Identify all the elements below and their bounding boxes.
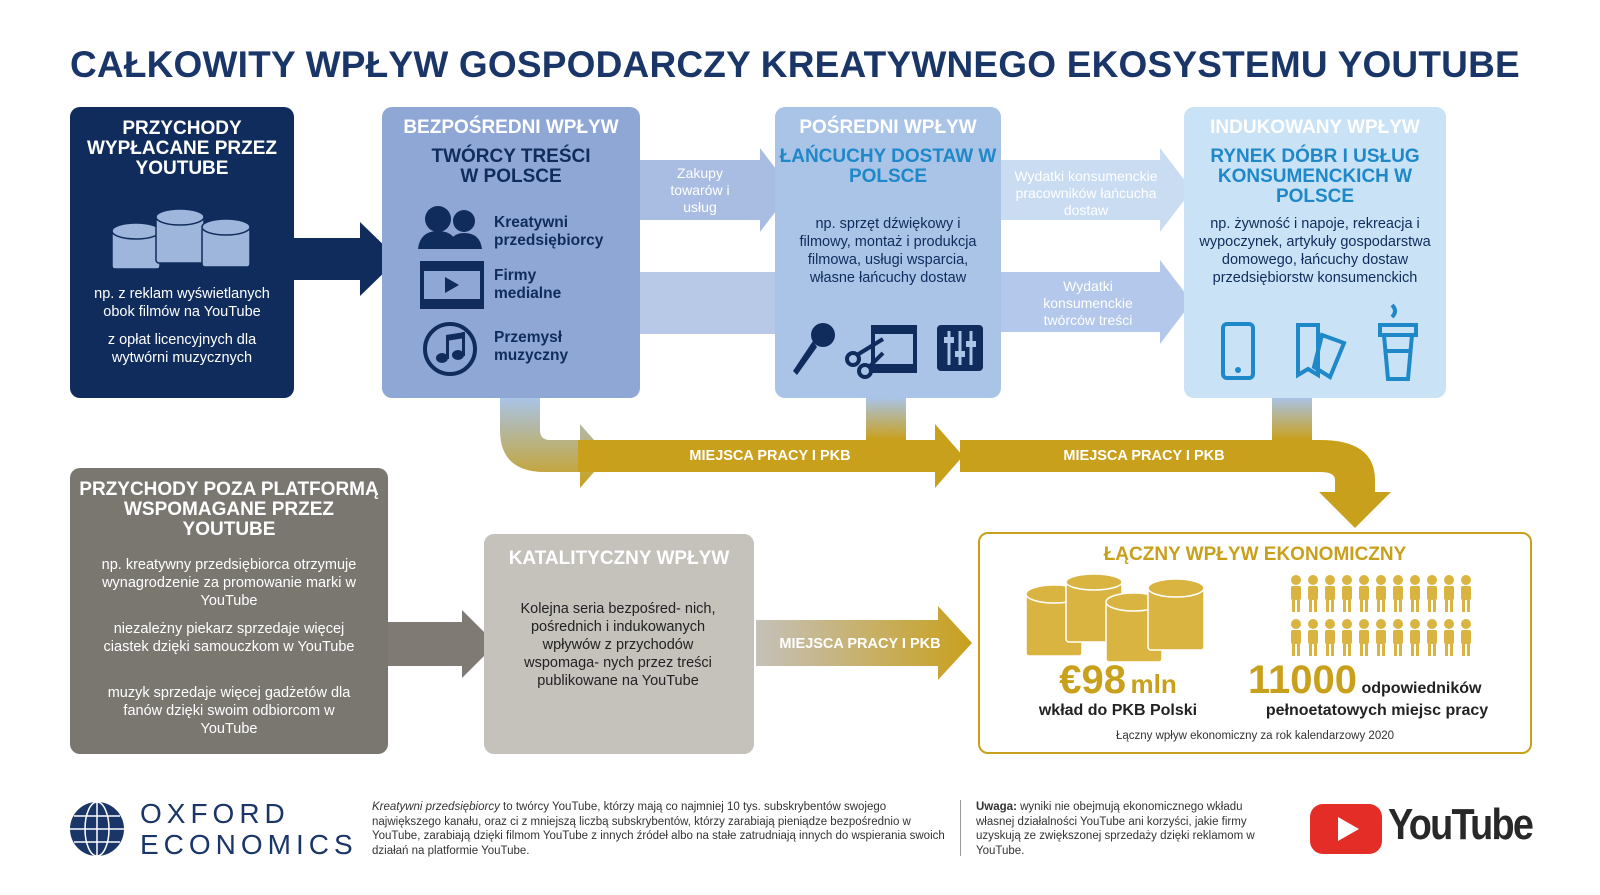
oxford-globe-icon: [68, 800, 126, 858]
youtube-play-icon: [1310, 804, 1382, 854]
payouts-box: [70, 107, 294, 398]
jobs-label-1: MIEJSCA PRACY I PKB: [689, 448, 851, 464]
offplatform-heading: PRZYCHODY POZA PLATFORMĄ WSPOMAGANE PRZEZ YOUTUBE: [79, 479, 379, 540]
footer-note: [976, 800, 1258, 858]
arrow-purchases-label: Zakupy towarów i usług: [670, 165, 730, 215]
payouts-text-2: z opłat licencyjnych dla wytwórni muzycznych: [107, 332, 257, 366]
footer-divider: [960, 800, 961, 856]
coins-icon: [108, 203, 258, 273]
footer-definition-text: to twórcy YouTube, którzy mają co najmniej 10 tys. subskrybentów swojego największego kanału, oraz ci z mniejszą liczbą subskrybentów, którzy zarabiają pieniądze bezpośrednio w YouTube, zarabiają dzięki filmom YouTube z innych źródeł albo na stałe zatrudniają innych do wspierania swoich działań na platformie YouTube.: [372, 801, 945, 857]
mixer-icon: [935, 323, 985, 373]
footer-definition-term: Kreatywni przedsiębiorcy: [372, 801, 500, 813]
oxford-brand: [140, 798, 358, 860]
jobs-value: 11000: [1248, 658, 1358, 702]
coins-icon: [1022, 574, 1210, 666]
gdp-value: €98: [1059, 658, 1127, 702]
band-direct-induced: [640, 272, 780, 334]
catalytic-box: [484, 534, 754, 754]
offplatform-text-1: np. kreatywny przedsiębiorca otrzymuje wynagrodzenie za promowanie marki w YouTube: [101, 557, 357, 609]
induced-text: np. żywność i napoje, rekreacja i wypoczynek, artykuły gospodarstwa domowego, łańcuchy dostaw przedsiębiorstw konsumenckich: [1199, 216, 1431, 286]
offplatform-text-2: niezależny piekarz sprzedaje więcej ciastek dzięki samouczkom w YouTube: [103, 621, 355, 655]
induced-box: [1184, 107, 1446, 398]
indirect-box: [775, 107, 1001, 398]
offplatform-text-3: muzyk sprzedaje więcej gadżetów dla fanów dzięki swoim odbiorcom w YouTube: [107, 685, 351, 737]
coffee-cup-icon: [1376, 303, 1420, 381]
jobs-unit: odpowiedników: [1361, 680, 1482, 697]
microphone-icon: [789, 321, 839, 381]
jobs-label-3: MIEJSCA PRACY I PKB: [779, 636, 941, 652]
oxford-brand-line2: ECONOMICS: [140, 829, 358, 860]
payouts-text-1: np. z reklam wyświetlanych obok filmów na YouTube: [94, 286, 270, 320]
arrow-worker-spending-label: Wydatki konsumenckie pracowników łańcucha dostaw: [1014, 168, 1158, 218]
jobs-value-row: [1248, 658, 1518, 703]
gdp-caption: wkład do PKB Polski: [1038, 702, 1198, 719]
indirect-heading: ŁAŃCUCHY DOSTAW W POLSCE: [779, 146, 997, 187]
footer-definition: [372, 800, 952, 858]
film-play-icon: [420, 261, 484, 309]
payouts-heading: PRZYCHODY WYPŁACANE PRZEZ YOUTUBE: [87, 118, 277, 179]
oxford-brand-line1: OXFORD: [140, 798, 290, 829]
direct-item-label-1: Firmy medialne: [494, 267, 562, 302]
direct-item-label-0: Kreatywni przedsiębiorcy: [494, 214, 604, 249]
induced-heading: RYNEK DÓBR I USŁUG KONSUMENCKICH W POLSCE: [1210, 146, 1420, 207]
page-title: CAŁKOWITY WPŁYW GOSPODARCZY KREATYWNEGO EKOSYSTEMU YOUTUBE: [70, 44, 1520, 85]
jobs-label-2: MIEJSCA PRACY I PKB: [1063, 448, 1225, 464]
direct-item-label-2: Przemysł muzyczny: [494, 329, 569, 364]
youtube-logo-text: YouTube: [1388, 800, 1533, 849]
jobs-caption: pełnoetatowych miejsc pracy: [1265, 702, 1489, 719]
tickets-icon: [1294, 321, 1348, 381]
gdp-value-row: [1018, 658, 1218, 703]
gdp-unit: mln: [1130, 669, 1177, 699]
footer-note-term: Uwaga:: [976, 801, 1017, 813]
total-note: Łączny wpływ ekonomiczny za rok kalendarzowy 2020: [1115, 730, 1395, 742]
indirect-text: np. sprzęt dźwiękowy i filmowy, montaż i produkcja filmowa, usługi wsparcia, własne łańcuchy dostaw: [799, 216, 977, 286]
direct-heading: TWÓRCY TREŚCI W POLSCE: [431, 146, 591, 187]
direct-label: BEZPOŚREDNI WPŁYW: [403, 117, 619, 138]
indirect-label: POŚREDNI WPŁYW: [799, 117, 977, 138]
catalytic-heading: KATALITYCZNY WPŁYW: [508, 548, 730, 569]
total-heading: ŁĄCZNY WPŁYW EKONOMICZNY: [1103, 544, 1407, 565]
people-row-icon: [1288, 574, 1484, 660]
arrow-offplatform: [388, 610, 496, 678]
music-note-icon: [422, 321, 478, 377]
film-scissors-icon: [843, 323, 919, 379]
phone-icon: [1220, 321, 1256, 381]
induced-label: INDUKOWANY WPŁYW: [1210, 117, 1420, 138]
direct-box: [382, 107, 640, 398]
people-icon: [416, 203, 486, 249]
offplatform-box: [70, 468, 388, 754]
arrow-creator-spending-label: Wydatki konsumenckie twórców treści: [1043, 278, 1133, 328]
total-box: [978, 532, 1532, 754]
footer-note-text: wyniki nie obejmują ekonomicznego wkładu własnej działalności YouTube ani korzyści, jakie firmy uzyskują ze zwiększonej sprzedaży dzięki reklamom w YouTube.: [976, 801, 1255, 857]
catalytic-text: Kolejna seria bezpośred- nich, pośrednich i indukowanych wpływów z przychodów wspomaga- nych przez treści publikowane na YouTube: [520, 601, 716, 689]
